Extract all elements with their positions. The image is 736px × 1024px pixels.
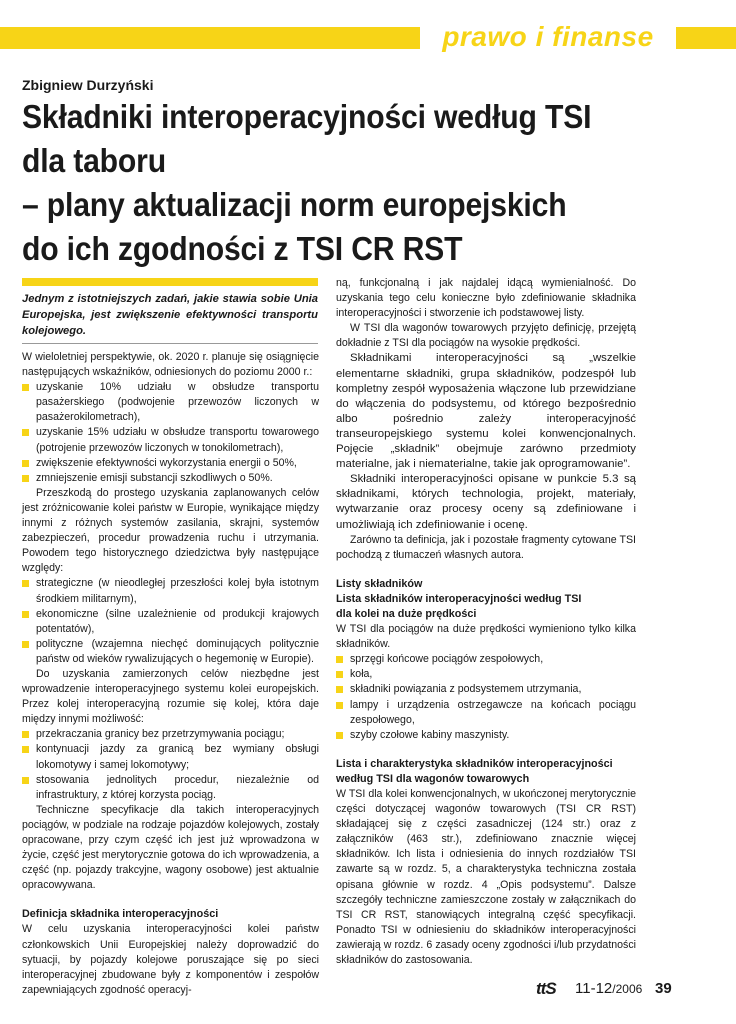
square-bullet-icon (22, 611, 29, 618)
list-item: szyby czołowe kabiny maszynisty. (336, 728, 636, 743)
paragraph: W wieloletniej perspektywie, ok. 2020 r. planuje się osiągnięcie następujących wskaźników, odniesionych do poziomu 2000 r.: (22, 351, 319, 379)
section-title: prawo i finanse (442, 21, 654, 52)
square-bullet-icon (336, 671, 343, 678)
square-bullet-icon (336, 686, 343, 693)
paragraph: W TSI dla pociągów na duże prędkości wymieniono tylko kilka składników. (336, 623, 636, 651)
square-bullet-icon (22, 731, 29, 738)
paragraph: ną, funkcjonalną i jak najdalej idącą wymienialność. Do uzyskania tego celu konieczne było zdefiniowanie składnika interoperacyjności i stworzenie ich podstawowej listy. (336, 277, 636, 320)
subsection-heading: dla kolei na duże prędkości (336, 607, 477, 620)
text-column-right (336, 276, 636, 968)
paragraph: Składnikami interoperacyjności są „wszelkie elementarne składniki, grupa składników, podzespół lub kompletny zespół wyposażenia włączone lub przewidziane do włączenia do podsystemu, od którego bezpośrednio albo pośrednio zależy interoperacyjność transeuropejskiego systemu kolei konwencjonalnych. Pojęcie „składnik” obejmuje zarówno przedmioty materialne, jak i niematerialne, takie jak oprogramowanie”. (336, 352, 636, 471)
square-bullet-icon (22, 777, 29, 784)
list-item: lampy i urządzenia ostrzegawcze na końcach pociągu zespołowego, (336, 698, 636, 728)
square-bullet-icon (336, 656, 343, 663)
article-lead: Jednym z istotniejszych zadań, jakie stawia sobie Unia Europejska, jest zwiększenie efektywności transportu kolejowego. (22, 293, 318, 337)
square-bullet-icon (336, 702, 343, 709)
subsection-heading: Lista składników interoperacyjności według TSI (336, 592, 582, 605)
lead-accent-bar (22, 278, 318, 286)
list-item: stosowania jednolitych procedur, niezależnie od infrastruktury, z której korzysta pociąg. (22, 773, 319, 803)
header-accent-bar-right (676, 27, 736, 49)
list-item: zwiększenie efektywności wykorzystania energii o 50%, (22, 456, 319, 471)
list-item: składniki powiązania z podsystemem utrzymania, (336, 682, 636, 697)
list-item: strategiczne (w nieodległej przeszłości kolej była istotnym środkiem militarnym), (22, 576, 319, 606)
square-bullet-icon (22, 475, 29, 482)
title-line: do ich zgodności z TSI CR RST (22, 231, 463, 268)
bullet-list (22, 727, 319, 802)
bullet-list (22, 380, 319, 486)
paragraph: Składniki interoperacyjności opisane w punkcie 5.3 są składnikami, których technologia, projekt, materiały, wytwarzanie oraz procesy oceny są zdefiniowane i umożliwiają ich zdefiniowanie i ocenę. (336, 473, 636, 531)
article-title (22, 96, 598, 272)
title-line: dla taboru (22, 143, 166, 180)
list-item: koła, (336, 667, 636, 682)
list-item: uzyskanie 10% udziału w obsłudze transportu pasażerskiego (podwojenie przewozów liczonych w pasażerokilometrach), (22, 380, 319, 425)
list-item: zmniejszenie emisji substancji szkodliwych o 50%. (22, 471, 319, 486)
magazine-logo: ttS (536, 979, 556, 998)
list-item: uzyskanie 15% udziału w obsłudze transportu towarowego (potrojenie przewozów liczonych w tonokilometrach), (22, 425, 319, 455)
list-item: kontynuacji jazdy za granicą bez wymiany obsługi lokomotywy i samej lokomotywy; (22, 742, 319, 772)
paragraph: W TSI dla wagonów towarowych przyjęto definicję, przejętą dokładnie z TSI dla pociągów na wysokie prędkości. (336, 322, 636, 350)
bullet-list (22, 576, 319, 667)
article-author: Zbigniew Durzyński (22, 77, 154, 93)
paragraph: Zarówno ta definicja, jak i pozostałe fragmenty cytowane TSI pochodzą z tłumaczeń własnych autora. (336, 533, 636, 561)
issue-number: 11-12/2006 (575, 980, 643, 997)
paragraph: Do uzyskania zamierzonych celów niezbędne jest wprowadzenie interoperacyjnego systemu kolei europejskich. Przez kolej interoperacyjną rozumie się kolej, która daje między innymi możliwość: (22, 667, 319, 726)
list-item: polityczne (wzajemna niechęć dominujących politycznie państw od wieków rywalizujących o hegemonię w Europie). (22, 637, 319, 667)
subsection-heading: według TSI dla wagonów towarowych (336, 772, 530, 785)
square-bullet-icon (22, 580, 29, 587)
spacer (336, 743, 636, 757)
bullet-list (336, 652, 636, 743)
spacer (22, 893, 319, 907)
section-heading: Definicja składnika interoperacyjności (22, 908, 219, 921)
square-bullet-icon (336, 732, 343, 739)
subsection-heading: Lista i charakterystyka składników interoperacyjności (336, 757, 613, 770)
title-line: – plany aktualizacji norm europejskich (22, 187, 567, 224)
list-item: ekonomiczne (silne uzależnienie od produkcji krajowych potentatów), (22, 607, 319, 637)
page-number: 39 (655, 980, 672, 997)
list-item: sprzęgi końcowe pociągów zespołowych, (336, 652, 636, 667)
paragraph: W TSI dla kolei konwencjonalnych, w ukończonej merytorycznie części dotyczącej wagonów towarowych (TSI CR RST) składającej się z części zasadniczej (124 str.) oraz z załączników (463 str.), zdefiniowano znacznie więcej składników. Ich lista i odniesienia do innych rozdziałów TSI zawarte są w rozdz. 5, a charakterystyka techniczna została opisana głównie w rozdz. 4 „Opis podsystemu”. Dalsze szczegóły techniczne zamieszczone zostały w załącznikach do TSI CR RST, stanowiących integralną część specyfikacji. Ponadto TSI w odniesieniu do składników interoperacyjności zawierają w rozdz. 6 zasady oceny zgodności i/lub przydatności składników do zastosowania. (336, 788, 636, 967)
list-item: przekraczania granicy bez przetrzymywania pociągu; (22, 727, 319, 742)
square-bullet-icon (22, 460, 29, 467)
paragraph: Przeszkodą do prostego uzyskania zaplanowanych celów jest zróżnicowanie kolei państw w Europie, wynikające między innymi z różnych systemów zasilania, skrajni, systemów zabezpieczeń, procedur prowadzenia ruchu i utrzymania. Powodem tego historycznego dziedzictwa były następujące względy: (22, 486, 319, 575)
square-bullet-icon (22, 384, 29, 391)
title-line: Składniki interoperacyjności według TSI (22, 99, 592, 136)
section-heading: Listy składników (336, 577, 423, 590)
paragraph: Techniczne specyfikacje dla takich interoperacyjnych pociągów, w podziale na rodzaje pojazdów kolejowych, zostały opracowane, przy czym część ich jest już wprowadzona w życie, część jest merytorycznie gotowa do ich wprowadzenia, a część (np. pojazdy trakcyjne, wagony osobowe) jest aktualnie opracowywana. (22, 803, 319, 892)
square-bullet-icon (22, 429, 29, 436)
square-bullet-icon (22, 641, 29, 648)
text-column-left (22, 350, 319, 998)
spacer (336, 563, 636, 577)
square-bullet-icon (22, 746, 29, 753)
header-accent-bar-left (0, 27, 420, 49)
lead-divider (22, 343, 318, 344)
paragraph: W celu uzyskania interoperacyjności kolei państw członkowskich Unii Europejskiej należy doprowadzić do sytuacji, by pojazdy kolejowe poruszające się po sieci interoperacyjnej zbudowane były z komponentów i zespołów zapewniających zgodność operacyj- (22, 923, 319, 996)
